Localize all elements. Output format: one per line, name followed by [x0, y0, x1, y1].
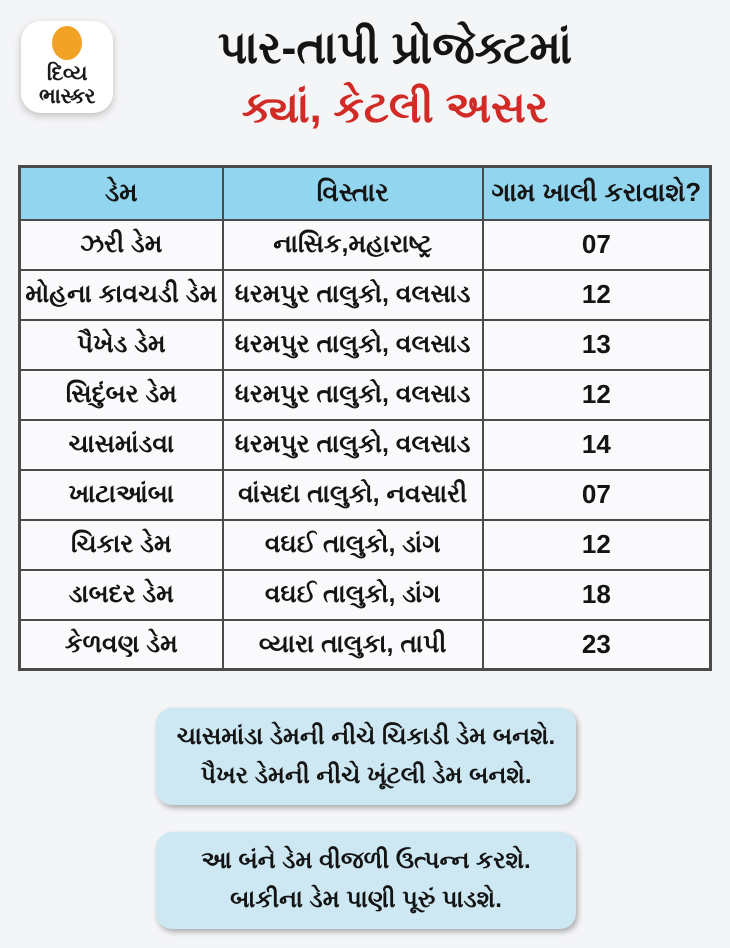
table-row: [20, 270, 711, 320]
note-box-new-dams: [156, 708, 576, 805]
area-cell: વાંસદા તાલુકો, નવસારી: [223, 470, 483, 520]
dam-cell: ચિકાર ડેમ: [20, 520, 223, 570]
dam-impact-table: [18, 165, 712, 671]
villages-cell: 12: [483, 520, 711, 570]
column-header-area: વિસ્તાર: [223, 167, 483, 220]
header: [70, 14, 720, 135]
dam-cell: પૈખેડ ડેમ: [20, 320, 223, 370]
page-title: પાર-તાપી પ્રોજેક્ટમાં: [217, 22, 573, 73]
column-header-villages: ગામ ખાલી કરાવાશે?: [483, 167, 711, 220]
villages-cell: 07: [483, 220, 711, 270]
area-cell: વ્યારા તાલુકા, તાપી: [223, 620, 483, 670]
note-line: બાકીના ડેમ પાણી પૂરું પાડશે.: [230, 885, 502, 913]
logo-text-line2: ભાસ્કર: [38, 84, 96, 108]
dam-cell: ઝરી ડેમ: [20, 220, 223, 270]
area-cell: વઘઈ તાલુકો, ડાંગ: [223, 520, 483, 570]
note-line: આ બંને ડેમ વીજળી ઉત્પન્ન કરશે.: [201, 847, 531, 875]
villages-cell: 12: [483, 370, 711, 420]
table-row: [20, 470, 711, 520]
table-row: [20, 620, 711, 670]
note-line: ચાસમાંડા ડેમની નીચે ચિકાડી ડેમ બનશે.: [176, 723, 556, 751]
table-row: [20, 320, 711, 370]
dam-cell: મોહના કાવચડી ડેમ: [20, 270, 223, 320]
note-box-power-water: [156, 832, 576, 929]
area-cell: ધરમપુર તાલુકો, વલસાડ: [223, 370, 483, 420]
area-cell: નાસિક,મહારાષ્ટ્ર: [223, 220, 483, 270]
table-row: [20, 420, 711, 470]
area-cell: ધરમપુર તાલુકો, વલસાડ: [223, 420, 483, 470]
table-row: [20, 570, 711, 620]
dam-cell: ચાસમાંડવા: [20, 420, 223, 470]
dam-cell: ડાબદર ડેમ: [20, 570, 223, 620]
table-row: [20, 220, 711, 270]
villages-cell: 23: [483, 620, 711, 670]
table-header-row: [20, 167, 711, 220]
villages-cell: 14: [483, 420, 711, 470]
villages-cell: 12: [483, 270, 711, 320]
area-cell: ધરમપુર તાલુકો, વલસાડ: [223, 320, 483, 370]
villages-cell: 07: [483, 470, 711, 520]
page-subtitle: ક્યાં, કેટલી અસર: [241, 83, 549, 132]
table-row: [20, 520, 711, 570]
dam-cell: કેળવણ ડેમ: [20, 620, 223, 670]
note-line: પૈખર ડેમની નીચે ખૂંટલી ડેમ બનશે.: [200, 761, 532, 789]
dam-cell: ખાટાઆંબા: [20, 470, 223, 520]
column-header-dam: ડેમ: [20, 167, 223, 220]
area-cell: વઘઈ તાલુકો, ડાંગ: [223, 570, 483, 620]
table-row: [20, 370, 711, 420]
villages-cell: 18: [483, 570, 711, 620]
dam-cell: સિદુંબર ડેમ: [20, 370, 223, 420]
logo-text-line1: દિવ્ય: [46, 62, 88, 86]
villages-cell: 13: [483, 320, 711, 370]
area-cell: ધરમપુર તાલુકો, વલસાડ: [223, 270, 483, 320]
